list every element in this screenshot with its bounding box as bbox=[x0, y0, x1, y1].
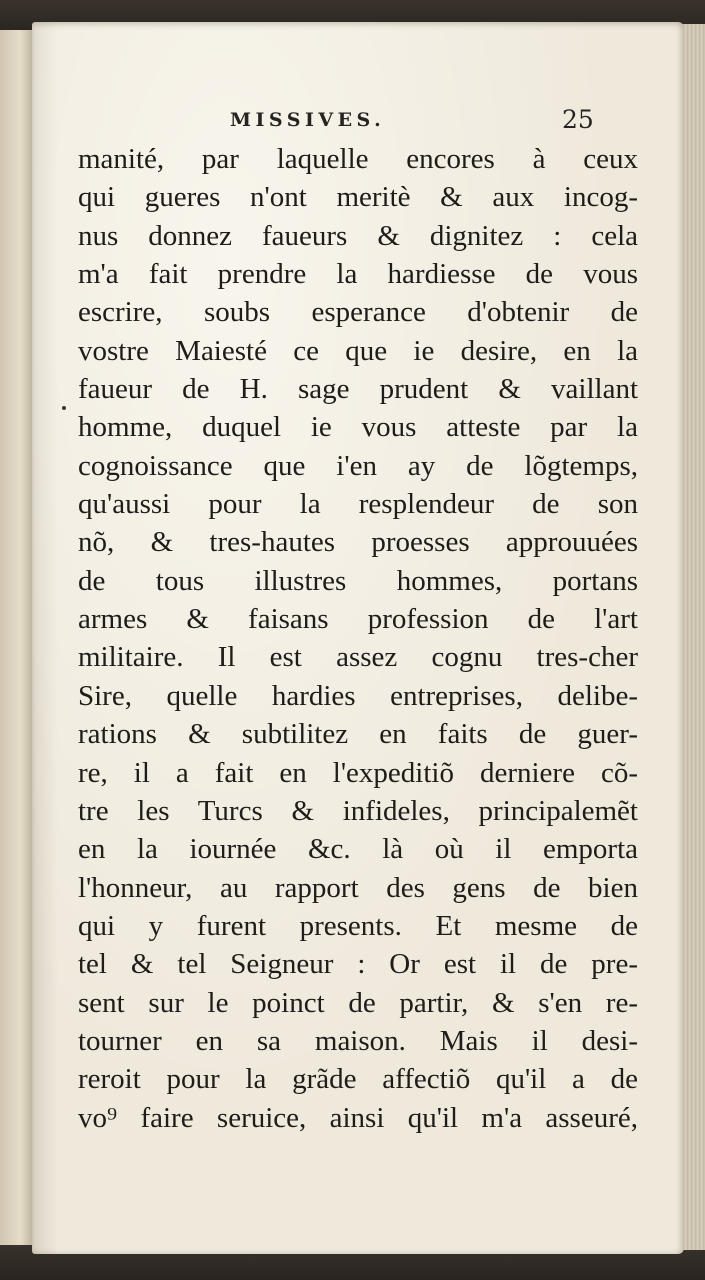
previous-page-edge bbox=[0, 30, 35, 1245]
text-line: rations & subtilitez en faits de guer- bbox=[78, 718, 638, 751]
text-line: Sire, quelle hardies entreprises, delibe- bbox=[78, 679, 638, 712]
text-line: nõ, & tres-hautes proesses approuuées bbox=[78, 526, 638, 559]
text-line: en la iournée &c. là où il emporta bbox=[78, 833, 638, 866]
running-head bbox=[230, 107, 630, 137]
text-line: qui y furent presents. Et mesme de bbox=[78, 909, 638, 942]
text-line: qu'aussi pour la resplendeur de son bbox=[78, 488, 638, 521]
text-line: nus donnez faueurs & dignitez : cela bbox=[78, 219, 638, 252]
body-text bbox=[78, 140, 638, 1137]
text-line: qui gueres n'ont meritè & aux incog- bbox=[78, 181, 638, 214]
text-line: l'honneur, au rapport des gens de bien bbox=[78, 871, 638, 904]
book-page bbox=[32, 22, 684, 1254]
text-line: tel & tel Seigneur : Or est il de pre- bbox=[78, 948, 638, 981]
page-number: 25 bbox=[562, 105, 594, 134]
text-line: militaire. Il est assez cognu tres-cher bbox=[78, 641, 638, 674]
text-line: armes & faisans profession de l'art bbox=[78, 603, 638, 636]
text-line: homme, duquel ie vous atteste par la bbox=[78, 411, 638, 444]
text-line: tre les Turcs & infideles, principalemẽt bbox=[78, 794, 638, 827]
text-line: manité, par laquelle encores à ceux bbox=[78, 143, 638, 175]
header-title: MISSIVES. bbox=[230, 109, 386, 131]
text-line: vo⁹ faire seruice, ainsi qu'il m'a asseuré, bbox=[78, 1101, 638, 1134]
text-line: re, il a fait en l'expeditiõ derniere cõ- bbox=[78, 756, 638, 789]
ink-speck bbox=[62, 406, 66, 410]
text-line: reroit pour la grãde affectiõ qu'il a de bbox=[78, 1063, 638, 1096]
text-line: faueur de H. sage prudent & vaillant bbox=[78, 373, 638, 406]
text-line: cognoissance que i'en ay de lõgtemps, bbox=[78, 449, 638, 482]
text-line: vostre Maiesté ce que ie desire, en la bbox=[78, 334, 638, 367]
text-line: de tous illustres hommes, portans bbox=[78, 564, 638, 597]
text-line: m'a fait prendre la hardiesse de vous bbox=[78, 258, 638, 291]
text-line: sent sur le poinct de partir, & s'en re- bbox=[78, 986, 638, 1019]
text-line: tourner en sa maison. Mais il desi- bbox=[78, 1024, 638, 1057]
text-line: escrire, soubs esperance d'obtenir de bbox=[78, 296, 638, 329]
